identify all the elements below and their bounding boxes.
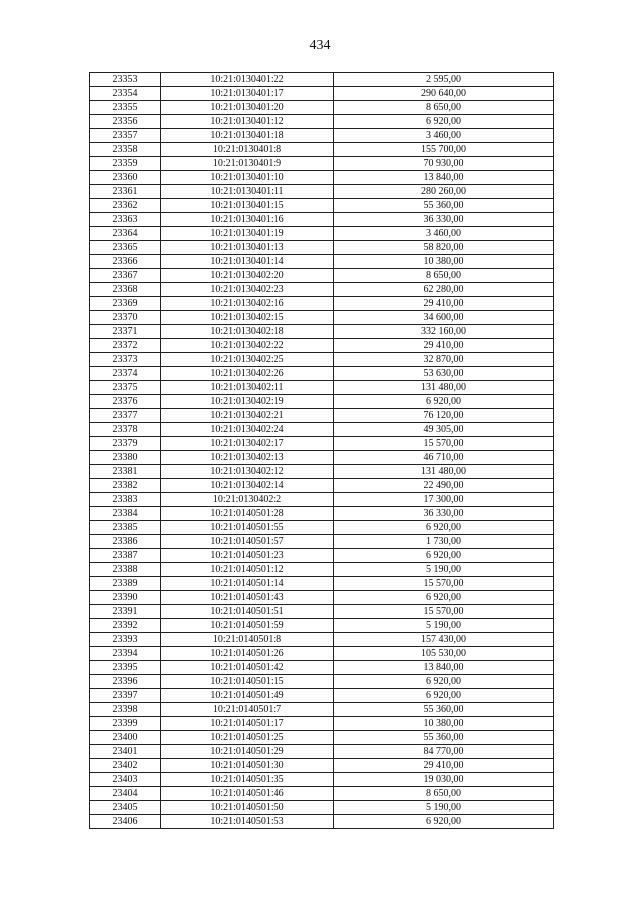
cadastral-number-cell: 10:21:0140501:50 (161, 801, 334, 815)
row-number-cell: 23377 (90, 409, 161, 423)
cadastral-number-cell: 10:21:0130402:14 (161, 479, 334, 493)
amount-cell: 155 700,00 (334, 143, 554, 157)
table-row (90, 507, 554, 521)
amount-cell: 3 460,00 (334, 227, 554, 241)
cadastral-number-cell: 10:21:0140501:55 (161, 521, 334, 535)
amount-cell: 13 840,00 (334, 661, 554, 675)
amount-cell: 6 920,00 (334, 115, 554, 129)
row-number-cell: 23397 (90, 689, 161, 703)
table-row (90, 493, 554, 507)
table-row (90, 815, 554, 829)
table-row (90, 255, 554, 269)
row-number-cell: 23379 (90, 437, 161, 451)
cadastral-number-cell: 10:21:0130402:15 (161, 311, 334, 325)
cadastral-number-cell: 10:21:0140501:49 (161, 689, 334, 703)
table-row (90, 227, 554, 241)
table-row (90, 297, 554, 311)
cadastral-number-cell: 10:21:0130401:14 (161, 255, 334, 269)
row-number-cell: 23403 (90, 773, 161, 787)
table-row (90, 451, 554, 465)
amount-cell: 19 030,00 (334, 773, 554, 787)
row-number-cell: 23371 (90, 325, 161, 339)
cadastral-number-cell: 10:21:0130402:20 (161, 269, 334, 283)
cadastral-number-cell: 10:21:0130402:24 (161, 423, 334, 437)
table-row (90, 171, 554, 185)
amount-cell: 34 600,00 (334, 311, 554, 325)
amount-cell: 55 360,00 (334, 731, 554, 745)
cadastral-number-cell: 10:21:0130401:20 (161, 101, 334, 115)
row-number-cell: 23386 (90, 535, 161, 549)
table-row (90, 423, 554, 437)
cadastral-number-cell: 10:21:0140501:51 (161, 605, 334, 619)
row-number-cell: 23359 (90, 157, 161, 171)
cadastral-number-cell: 10:21:0140501:14 (161, 577, 334, 591)
cadastral-number-cell: 10:21:0130401:22 (161, 73, 334, 87)
table-row (90, 577, 554, 591)
row-number-cell: 23374 (90, 367, 161, 381)
cadastral-number-cell: 10:21:0130401:18 (161, 129, 334, 143)
cadastral-number-cell: 10:21:0140501:35 (161, 773, 334, 787)
table-row (90, 73, 554, 87)
cadastral-number-cell: 10:21:0140501:15 (161, 675, 334, 689)
page-number: 434 (309, 38, 331, 53)
cadastral-number-cell: 10:21:0140501:43 (161, 591, 334, 605)
row-number-cell: 23390 (90, 591, 161, 605)
row-number-cell: 23399 (90, 717, 161, 731)
cadastral-number-cell: 10:21:0140501:12 (161, 563, 334, 577)
cadastral-number-cell: 10:21:0130402:18 (161, 325, 334, 339)
cadastral-number-cell: 10:21:0140501:26 (161, 647, 334, 661)
amount-cell: 29 410,00 (334, 339, 554, 353)
cadastral-number-cell: 10:21:0130402:13 (161, 451, 334, 465)
table-row (90, 199, 554, 213)
table-row (90, 283, 554, 297)
table-row (90, 773, 554, 787)
amount-cell: 46 710,00 (334, 451, 554, 465)
cadastral-number-cell: 10:21:0140501:7 (161, 703, 334, 717)
row-number-cell: 23404 (90, 787, 161, 801)
amount-cell: 6 920,00 (334, 521, 554, 535)
row-number-cell: 23401 (90, 745, 161, 759)
row-number-cell: 23381 (90, 465, 161, 479)
cadastral-number-cell: 10:21:0130401:8 (161, 143, 334, 157)
table-row (90, 115, 554, 129)
table-row (90, 367, 554, 381)
cadastral-number-cell: 10:21:0140501:42 (161, 661, 334, 675)
amount-cell: 76 120,00 (334, 409, 554, 423)
cadastral-number-cell: 10:21:0140501:30 (161, 759, 334, 773)
table-row (90, 437, 554, 451)
table-row (90, 647, 554, 661)
table-row (90, 661, 554, 675)
amount-cell: 36 330,00 (334, 213, 554, 227)
table-row (90, 731, 554, 745)
row-number-cell: 23360 (90, 171, 161, 185)
amount-cell: 70 930,00 (334, 157, 554, 171)
cadastral-number-cell: 10:21:0130401:12 (161, 115, 334, 129)
amount-cell: 290 640,00 (334, 87, 554, 101)
table-row (90, 381, 554, 395)
row-number-cell: 23362 (90, 199, 161, 213)
row-number-cell: 23402 (90, 759, 161, 773)
row-number-cell: 23361 (90, 185, 161, 199)
cadastral-number-cell: 10:21:0140501:8 (161, 633, 334, 647)
amount-cell: 6 920,00 (334, 549, 554, 563)
table-row (90, 549, 554, 563)
table-row (90, 269, 554, 283)
amount-cell: 6 920,00 (334, 689, 554, 703)
amount-cell: 32 870,00 (334, 353, 554, 367)
table-row (90, 605, 554, 619)
amount-cell: 8 650,00 (334, 101, 554, 115)
amount-cell: 1 730,00 (334, 535, 554, 549)
amount-cell: 84 770,00 (334, 745, 554, 759)
table-row (90, 759, 554, 773)
amount-cell: 17 300,00 (334, 493, 554, 507)
table-row (90, 703, 554, 717)
table-row (90, 353, 554, 367)
cadastral-number-cell: 10:21:0130402:17 (161, 437, 334, 451)
cadastral-number-cell: 10:21:0130401:17 (161, 87, 334, 101)
registry-table (89, 72, 554, 829)
row-number-cell: 23406 (90, 815, 161, 829)
cadastral-number-cell: 10:21:0130402:12 (161, 465, 334, 479)
table-row (90, 563, 554, 577)
cadastral-number-cell: 10:21:0130402:21 (161, 409, 334, 423)
amount-cell: 15 570,00 (334, 577, 554, 591)
amount-cell: 10 380,00 (334, 255, 554, 269)
row-number-cell: 23363 (90, 213, 161, 227)
row-number-cell: 23372 (90, 339, 161, 353)
table-row (90, 535, 554, 549)
amount-cell: 10 380,00 (334, 717, 554, 731)
amount-cell: 22 490,00 (334, 479, 554, 493)
row-number-cell: 23376 (90, 395, 161, 409)
row-number-cell: 23353 (90, 73, 161, 87)
table-row (90, 591, 554, 605)
amount-cell: 6 920,00 (334, 675, 554, 689)
row-number-cell: 23382 (90, 479, 161, 493)
row-number-cell: 23387 (90, 549, 161, 563)
amount-cell: 5 190,00 (334, 801, 554, 815)
cadastral-number-cell: 10:21:0140501:46 (161, 787, 334, 801)
cadastral-number-cell: 10:21:0130401:19 (161, 227, 334, 241)
table-row (90, 339, 554, 353)
amount-cell: 55 360,00 (334, 199, 554, 213)
cadastral-number-cell: 10:21:0140501:59 (161, 619, 334, 633)
amount-cell: 105 530,00 (334, 647, 554, 661)
amount-cell: 13 840,00 (334, 171, 554, 185)
cadastral-number-cell: 10:21:0130401:10 (161, 171, 334, 185)
table-row (90, 787, 554, 801)
cadastral-number-cell: 10:21:0130402:23 (161, 283, 334, 297)
cadastral-number-cell: 10:21:0130402:11 (161, 381, 334, 395)
cadastral-number-cell: 10:21:0130402:19 (161, 395, 334, 409)
amount-cell: 55 360,00 (334, 703, 554, 717)
table-row (90, 745, 554, 759)
cadastral-number-cell: 10:21:0140501:29 (161, 745, 334, 759)
table-row (90, 325, 554, 339)
cadastral-number-cell: 10:21:0130402:26 (161, 367, 334, 381)
row-number-cell: 23378 (90, 423, 161, 437)
amount-cell: 62 280,00 (334, 283, 554, 297)
cadastral-number-cell: 10:21:0140501:53 (161, 815, 334, 829)
row-number-cell: 23405 (90, 801, 161, 815)
table-row (90, 619, 554, 633)
amount-cell: 8 650,00 (334, 787, 554, 801)
table-row (90, 143, 554, 157)
table-row (90, 409, 554, 423)
amount-cell: 29 410,00 (334, 297, 554, 311)
row-number-cell: 23384 (90, 507, 161, 521)
amount-cell: 36 330,00 (334, 507, 554, 521)
cadastral-number-cell: 10:21:0140501:23 (161, 549, 334, 563)
amount-cell: 2 595,00 (334, 73, 554, 87)
cadastral-number-cell: 10:21:0140501:17 (161, 717, 334, 731)
row-number-cell: 23357 (90, 129, 161, 143)
row-number-cell: 23354 (90, 87, 161, 101)
row-number-cell: 23356 (90, 115, 161, 129)
table-row (90, 129, 554, 143)
row-number-cell: 23392 (90, 619, 161, 633)
row-number-cell: 23366 (90, 255, 161, 269)
row-number-cell: 23395 (90, 661, 161, 675)
registry-table-body (90, 73, 554, 829)
table-row (90, 395, 554, 409)
table-row (90, 311, 554, 325)
row-number-cell: 23388 (90, 563, 161, 577)
row-number-cell: 23383 (90, 493, 161, 507)
row-number-cell: 23391 (90, 605, 161, 619)
table-row (90, 87, 554, 101)
row-number-cell: 23375 (90, 381, 161, 395)
amount-cell: 131 480,00 (334, 465, 554, 479)
row-number-cell: 23364 (90, 227, 161, 241)
cadastral-number-cell: 10:21:0130401:11 (161, 185, 334, 199)
table-row (90, 801, 554, 815)
amount-cell: 53 630,00 (334, 367, 554, 381)
row-number-cell: 23355 (90, 101, 161, 115)
row-number-cell: 23394 (90, 647, 161, 661)
row-number-cell: 23373 (90, 353, 161, 367)
cadastral-number-cell: 10:21:0130401:13 (161, 241, 334, 255)
table-row (90, 157, 554, 171)
cadastral-number-cell: 10:21:0140501:57 (161, 535, 334, 549)
cadastral-number-cell: 10:21:0130401:15 (161, 199, 334, 213)
table-row (90, 689, 554, 703)
row-number-cell: 23393 (90, 633, 161, 647)
amount-cell: 5 190,00 (334, 619, 554, 633)
row-number-cell: 23396 (90, 675, 161, 689)
cadastral-number-cell: 10:21:0130402:16 (161, 297, 334, 311)
amount-cell: 5 190,00 (334, 563, 554, 577)
table-row (90, 633, 554, 647)
row-number-cell: 23369 (90, 297, 161, 311)
cadastral-number-cell: 10:21:0130401:9 (161, 157, 334, 171)
table-row (90, 479, 554, 493)
row-number-cell: 23380 (90, 451, 161, 465)
row-number-cell: 23365 (90, 241, 161, 255)
table-row (90, 241, 554, 255)
cadastral-number-cell: 10:21:0130402:2 (161, 493, 334, 507)
table-row (90, 521, 554, 535)
row-number-cell: 23368 (90, 283, 161, 297)
cadastral-number-cell: 10:21:0130401:16 (161, 213, 334, 227)
cadastral-number-cell: 10:21:0130402:22 (161, 339, 334, 353)
row-number-cell: 23389 (90, 577, 161, 591)
amount-cell: 8 650,00 (334, 269, 554, 283)
table-row (90, 465, 554, 479)
amount-cell: 58 820,00 (334, 241, 554, 255)
amount-cell: 3 460,00 (334, 129, 554, 143)
cadastral-number-cell: 10:21:0130402:25 (161, 353, 334, 367)
table-row (90, 213, 554, 227)
amount-cell: 49 305,00 (334, 423, 554, 437)
row-number-cell: 23385 (90, 521, 161, 535)
amount-cell: 6 920,00 (334, 815, 554, 829)
amount-cell: 332 160,00 (334, 325, 554, 339)
cadastral-number-cell: 10:21:0140501:25 (161, 731, 334, 745)
table-row (90, 675, 554, 689)
row-number-cell: 23358 (90, 143, 161, 157)
amount-cell: 29 410,00 (334, 759, 554, 773)
row-number-cell: 23367 (90, 269, 161, 283)
table-row (90, 717, 554, 731)
amount-cell: 280 260,00 (334, 185, 554, 199)
cadastral-number-cell: 10:21:0140501:28 (161, 507, 334, 521)
amount-cell: 157 430,00 (334, 633, 554, 647)
amount-cell: 6 920,00 (334, 591, 554, 605)
amount-cell: 15 570,00 (334, 605, 554, 619)
row-number-cell: 23370 (90, 311, 161, 325)
table-row (90, 185, 554, 199)
amount-cell: 15 570,00 (334, 437, 554, 451)
table-row (90, 101, 554, 115)
row-number-cell: 23398 (90, 703, 161, 717)
amount-cell: 6 920,00 (334, 395, 554, 409)
amount-cell: 131 480,00 (334, 381, 554, 395)
row-number-cell: 23400 (90, 731, 161, 745)
